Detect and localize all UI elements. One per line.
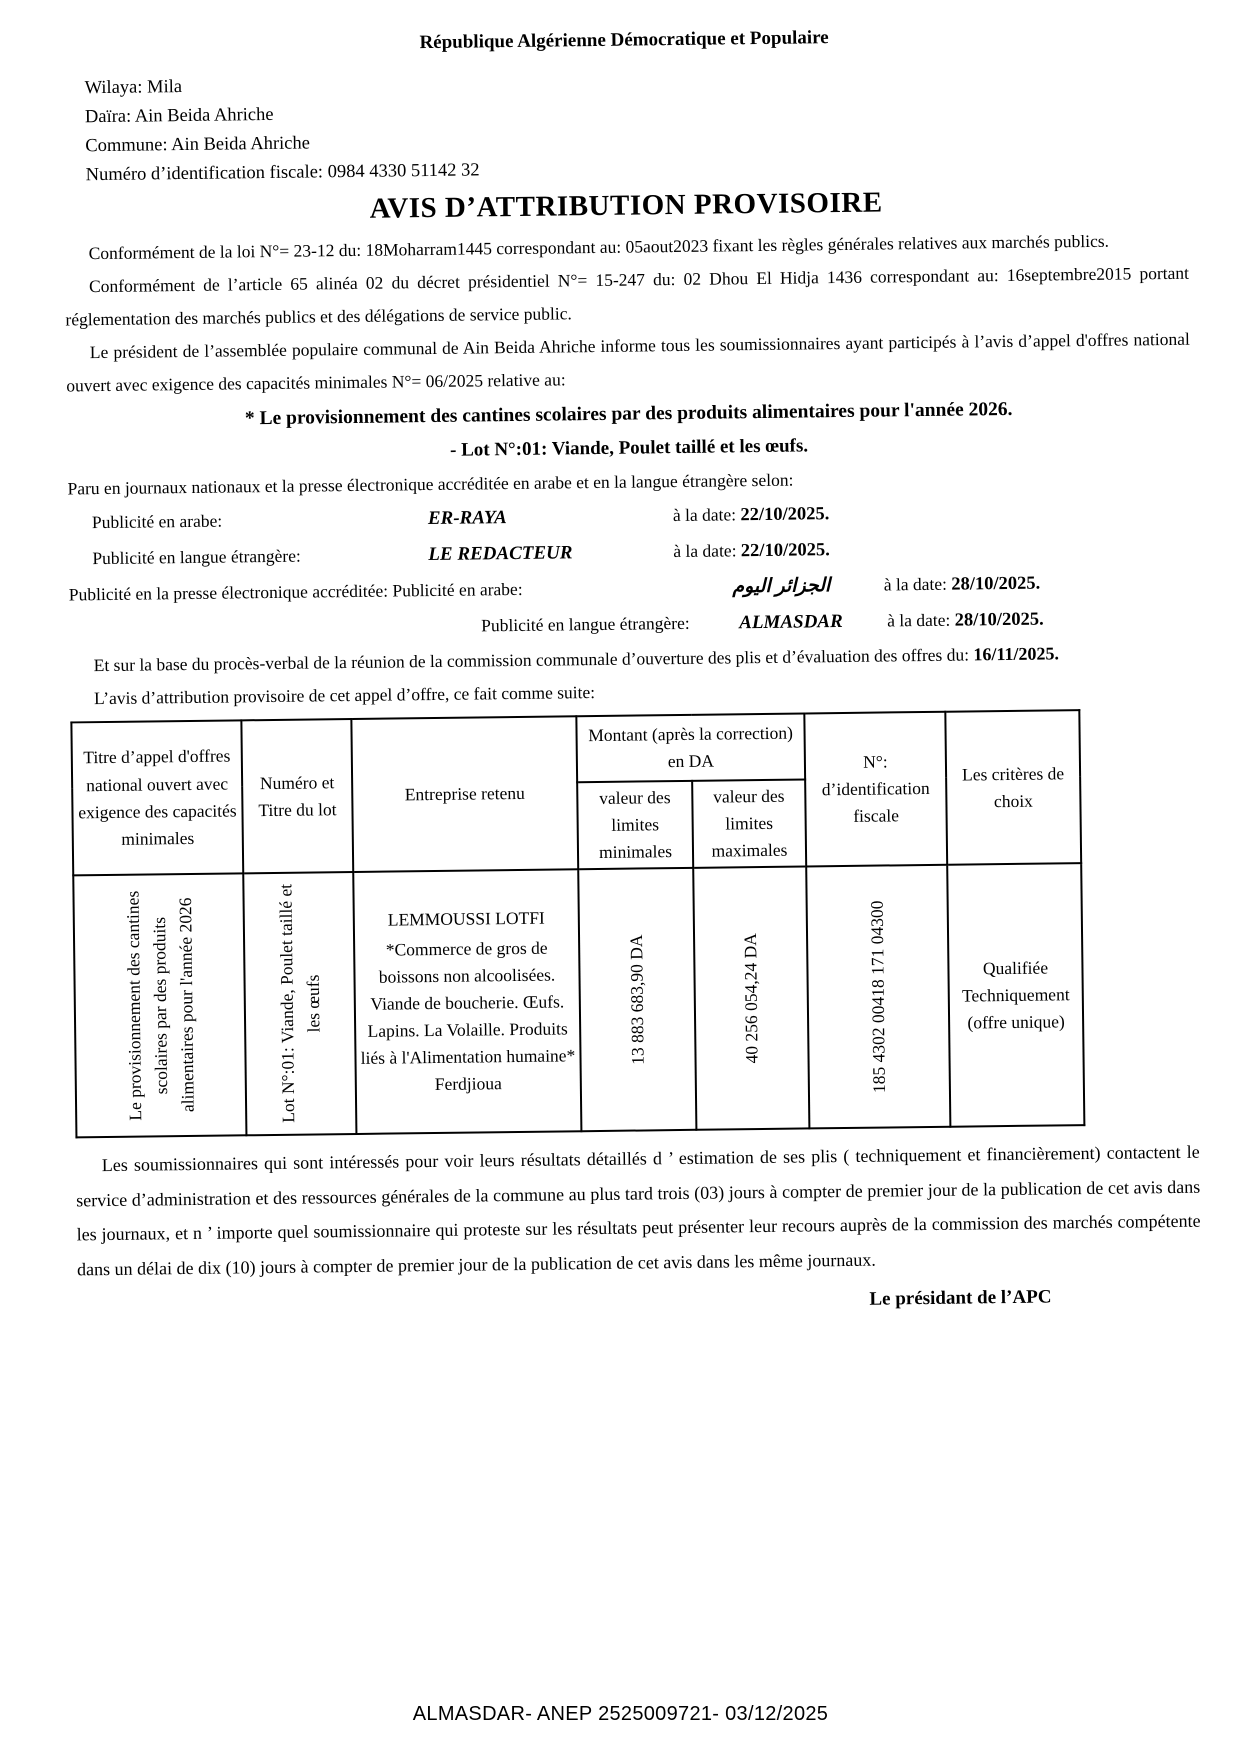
cell-titre-appel [73,874,246,1138]
publicity-date-value: 28/10/2025. [954,609,1044,631]
publicity-date-label: à la date: [673,540,741,562]
lot-line: - Lot N°:01: Viande, Poulet taillé et les œufs. [449,435,809,461]
attribution-intro-line: L’avis d’attribution provisoire de cet appel d’offre, ce fait comme suite: [93,682,596,709]
cell-valeur-min [578,868,696,1131]
publicity-date-value: 22/10/2025. [740,540,830,562]
header-numero-lot: Numéro et Titre du lot [241,719,353,874]
publicity-date-label: à la date: [887,609,955,631]
publicity-label: Publicité en la presse électronique accréditée: Publicité en arabe: [68,578,523,605]
publicity-label: Publicité en langue étrangère: [481,612,690,636]
vertical-wrap [811,868,945,1126]
header-entreprise: Entreprise retenu [351,716,578,872]
attribution-table [70,709,1085,1139]
document-sheet [62,23,1202,1321]
commission-text: Et sur la base du procès-verbal de la réunion de la commission communale d’ouverture des plis et d’évaluation des offres du: [93,644,970,676]
publicity-date-value: 28/10/2025. [951,573,1041,595]
table-row [73,863,1084,1137]
valeur-max-vertical-text: 40 256 054,24 DA [740,933,762,1064]
publicity-journal-name: الجزائر اليوم [732,575,831,598]
valeur-min-vertical-text: 13 883 683,90 DA [626,934,648,1066]
nif-vertical-text: 185 4302 00418 171 04300 [867,900,890,1094]
vertical-wrap [698,870,804,1127]
paragraph-announcement: Le président de l’assemblée populaire communal de Ain Beida Ahriche informe tous les soumissionnaires ayant participés à l’avis d’appel d'offres national ouvert avec exigence des capacités minimales N°= 06/2025 relative au: [66,328,1190,396]
header-criteres: Les critères de choix [945,710,1081,865]
header-valeur-min: valeur des limites minimales [577,781,693,870]
publicity-date [673,496,830,534]
cell-criteres: Qualifiée Techniquement (offre unique) [947,863,1084,1127]
closing-paragraph: Les soumissionnaires qui sont intéressés pour voir leurs résultats détaillés d ’ estimation de ses plis ( techniquement et financièrement) contactent le service d’administration et des ressources générales de la commune au plus tard trois (03) jours à compter de premier jour de la publication de cet avis dans les journaux, et n ’ importe quel soumissionnaire qui proteste sur les résultats peut présenter leur recours auprès de la commission des marchés compétente dans un délai de dix (10) jours à compter de premier jour de la publication de cet avis dans les même journaux. [76,1142,1201,1280]
vertical-wrap [78,877,241,1135]
vertical-wrap [583,871,691,1128]
header-nif: N°: d’identification fiscale [804,712,947,867]
commune-line: Commune: Ain Beida Ahriche [85,133,310,157]
fiscal-id-line: Numéro d’identification fiscale: 0984 4330 51142 32 [85,160,480,186]
signature-line: Le présidant de l’APC [869,1286,1052,1311]
cell-lot [243,872,356,1135]
titre-vertical-text: Le provisionnement des cantines scolaires par des produits alimentaires pour l'année 2026 [122,891,198,1122]
commission-date: 16/11/2025. [973,643,1060,665]
publicity-date-label: à la date: [883,573,952,595]
publicity-date [887,602,1044,640]
publicity-date [884,566,1041,604]
vertical-wrap [248,875,351,1132]
publicity-intro: Paru en journaux nationaux et la presse électronique accréditée en arabe et en la langue étrangère selon: [67,469,794,499]
publicity-date [673,532,830,570]
page-title: AVIS D’ATTRIBUTION PROVISOIRE [369,186,883,225]
publicity-journal-name: ER-RAYA [427,507,507,530]
daira-line: Daïra: Ain Beida Ahriche [84,104,274,128]
object-line: * Le provisionnement des cantines scolaires par des produits alimentaires pour l'année 2026. [244,398,1013,430]
republic-line: République Algérienne Démocratique et Populaire [419,27,829,54]
publicity-date-label: à la date: [672,504,741,526]
publicity-journal-name: ALMASDAR [739,610,843,634]
paragraph-decree: Conformément de l’article 65 alinéa 02 du décret présidentiel N°= 15-247 du: 02 Dhou El Hidja 1436 correspondant au: 16septembre2015 portant réglementation des marchés publics et des délégations de service public. [65,262,1190,330]
anep-footer: ALMASDAR- ANEP 2525009721- 03/12/2025 [412,1703,829,1725]
cell-valeur-max [693,867,809,1130]
publicity-label: Publicité en arabe: [91,510,223,533]
publicity-date-value: 22/10/2025. [740,504,830,526]
entreprise-city: Ferdjioua [434,1073,502,1095]
header-valeur-max: valeur des limites maximales [692,779,806,868]
cell-nif [806,865,950,1129]
cell-entreprise [353,870,581,1135]
indent-spacer [69,631,481,636]
wilaya-line: Wilaya: Mila [84,77,183,99]
entreprise-name: LEMMOUSSI LOTFI [387,908,545,931]
table-header-row-top [71,710,1080,788]
header-montant: Montant (après la correction) en DA [576,713,805,782]
lot-vertical-text: Lot N°:01: Viande, Poulet taillé et les œufs [275,884,324,1124]
paragraph-law: Conformément de la loi N°= 23-12 du: 18Moharram1445 correspondant au: 05aout2023 fixant les règles générales relatives aux marchés publics. [88,230,1110,264]
header-titre-appel: Titre d’appel d'offres national ouvert avec exigence des capacités minimales [71,720,243,875]
publicity-journal-name: LE REDACTEUR [428,542,573,566]
entreprise-description: *Commerce de gros de boissons non alcoolisées. Viande de boucherie. Œufs. Lapins. La Volaille. Produits liés à l'Alimentation humaine* [360,937,576,1068]
administrative-header [62,61,1187,191]
publicity-label: Publicité en langue étrangère: [92,545,301,569]
